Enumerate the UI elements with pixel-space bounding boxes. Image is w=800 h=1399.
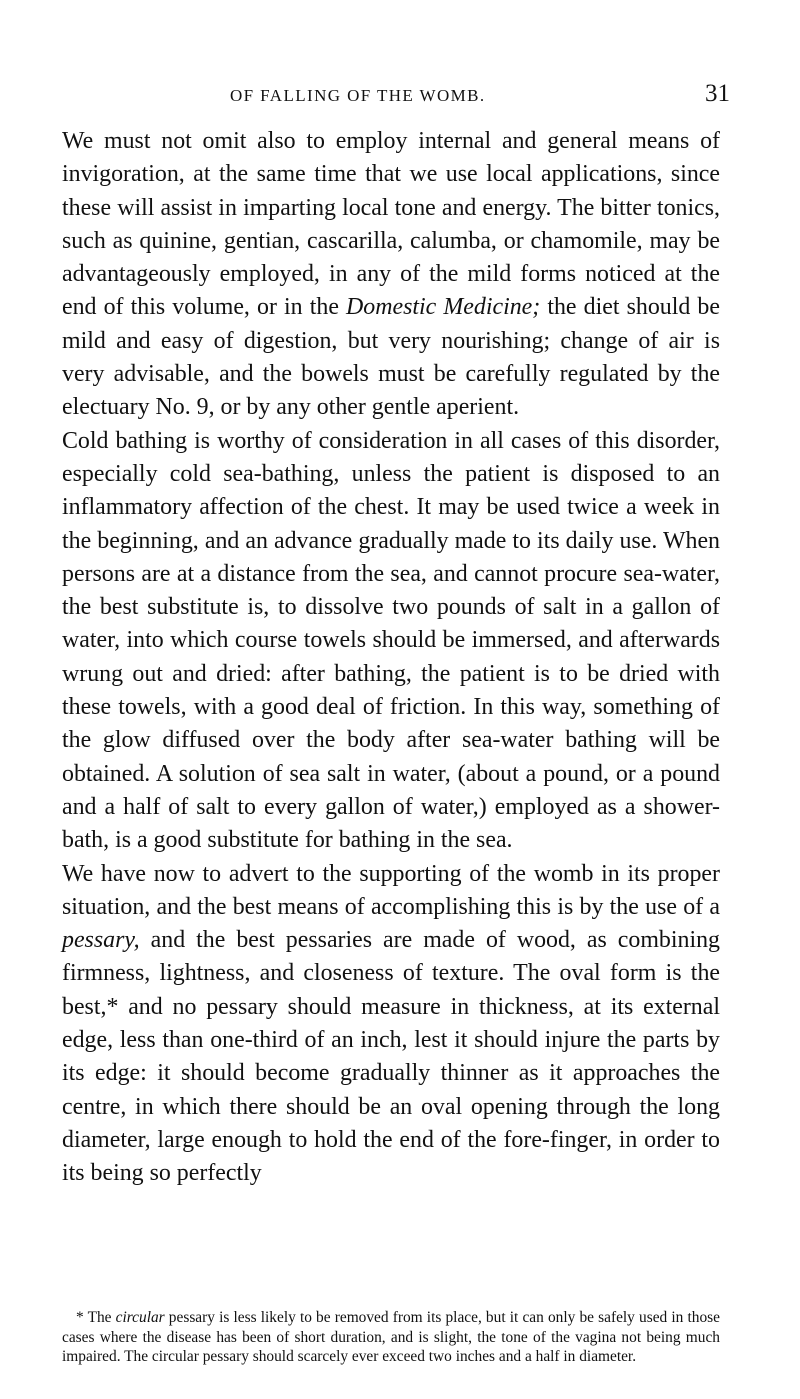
italic-title: Domestic Medicine; [346,294,541,321]
paragraph-tonics [62,125,720,425]
footnote-text: pessary is less likely to be removed from its place, but it can only be safely used in those cases where the disease has been of short duration, and is slight, the tone of the vagina not being much impaired. The circular pessary should scarcely ever exceed two inches and a half in diameter. [62,1309,720,1365]
footnote-marker: * The [76,1309,116,1326]
italic-term: pessary, [62,927,140,954]
footnote [62,1308,720,1367]
page-header [230,80,750,120]
paragraph-text: the diet should be mild and easy of digestion, but very nourishing; change of air is very advisable, and the bowels must be carefully regulated by the electuary No. 9, or by any other gentle aperient. [62,294,720,421]
body-text [62,125,720,1191]
paragraph-text: and the best pessaries are made of wood, as combining firmness, lightness, and closeness of texture. The oval form is the best,* and no pessary should measure in thickness, at its external edge, less than one-third of an inch, lest it should injure the parts by its edge: it should become gradually thinner as it approaches the centre, in which there should be an oval opening through the long diameter, large enough to hold the end of the fore-finger, in order to its being so perfectly [62,927,720,1187]
paragraph-text: We must not omit also to employ internal and general means of invigoration, at the same time that we use local applications, since these will assist in imparting local tone and energy. The bitter tonics, such as quinine, gentian, cascarilla, calumba, or chamomile, may be advantageously employed, in any of the mild forms noticed at the end of this volume, or in the [62,128,720,321]
footnote-italic: circular [115,1309,165,1326]
page-number: 31 [705,80,730,107]
paragraph-text: Cold bathing is worthy of consideration in all cases of this disorder, especially cold sea-bathing, unless the patient is disposed to an inflammatory affection of the chest. It may be used twice a week in the beginning, and an advance gradually made to its daily use. When persons are at a distance from the sea, and cannot procure sea-water, the best substitute is, to dissolve two pounds of salt in a gallon of water, into which course towels should be immersed, and afterwards wrung out and dried: after bathing, the patient is to be dried with these towels, with a good deal of friction. In this way, something of the glow diffused over the body after sea-water bathing will be obtained. A solution of sea salt in water, (about a pound, or a pound and a half of salt to every gallon of water,) employed as a shower-bath, is a good substitute for bathing in the sea. [62,427,720,854]
paragraph-pessary [62,858,720,1191]
paragraph-text: We have now to advert to the supporting of the womb in its proper situation, and the best means of accomplishing this is by the use of a [62,860,720,920]
paragraph-cold-bathing [62,425,720,858]
running-title: OF FALLING OF THE WOMB. [230,86,486,105]
